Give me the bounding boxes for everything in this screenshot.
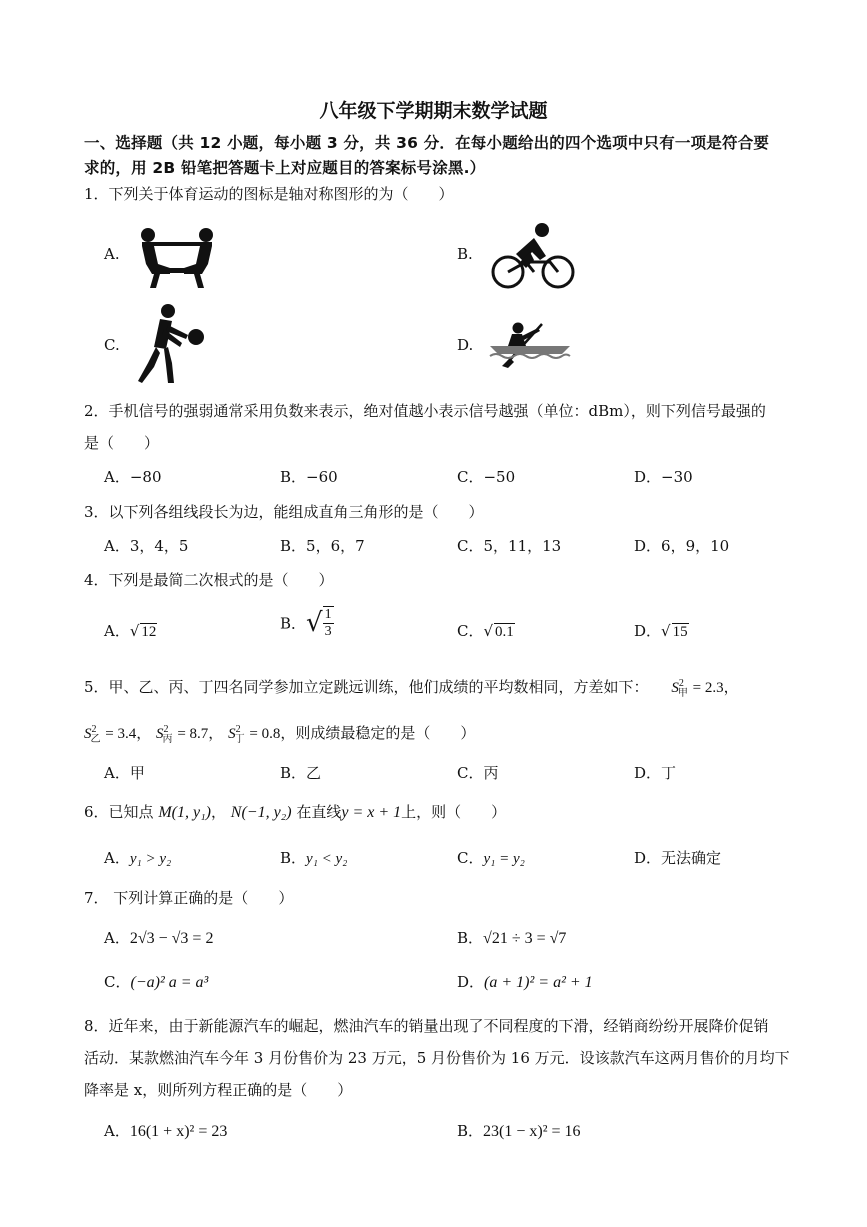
q2-option-c: C．−50 [457, 468, 516, 486]
q7-option-a: A．2√3 − √3 = 2 [104, 929, 214, 947]
q6-option-c: C．y₁ = y₂ [457, 849, 525, 867]
q4-option-b: B．√ $\frac{1}{3}$ [280, 607, 332, 639]
q3-stem: 3．以下列各组线段长为边，能组成直角三角形的是（ ） [84, 503, 484, 521]
page-title: 八年级下学期期末数学试题 [319, 100, 548, 122]
q3-option-c: C．5，11，13 [457, 537, 562, 555]
q7-stem: 7． 下列计算正确的是（ ） [84, 889, 294, 907]
q4-option-d: D．√ 15 [634, 622, 688, 640]
section-header-line1: 一、选择题（共 12 小题，每小题 3 分，共 36 分．在每小题给出的四个选项中只有一项是符合要 [84, 134, 770, 152]
q3-option-d: D．6，9，10 [634, 537, 730, 555]
q2-option-d: D．−30 [634, 468, 693, 486]
q5-option-d: D．丁 [634, 764, 677, 782]
rowing-icon [488, 322, 572, 368]
q5-stem-line2: $S^2_乙 = 3.4$， $S^2_丙 = 8.7$， $S^2_丁 = 0.8$，则成绩最稳定的是（ ） [84, 724, 476, 745]
q7-option-c: C．(−a)² a = a³ [104, 973, 209, 991]
q5-option-a: A．甲 [104, 764, 145, 782]
volleyball-player-icon [132, 303, 208, 385]
q6-stem: 6．已知点 M(1, y₁)， N(−1, y₂) 在直线y = x + 1上，则（ ） [84, 803, 507, 821]
q4-option-a: A．√ 12 [104, 622, 157, 640]
q6-option-b: B．y₁ < y₂ [280, 849, 348, 867]
cyclist-icon [490, 222, 576, 292]
q1-stem: 1．下列关于体育运动的图标是轴对称图形的为（ ） [84, 185, 454, 203]
q2-option-a: A．−80 [104, 468, 162, 486]
q7-option-b: B．√21 ÷ 3 = √7 [457, 929, 567, 947]
q1-option-c-label: C. [104, 336, 120, 354]
tug-of-war-icon [136, 224, 218, 290]
q3-option-a: A．3，4，5 [104, 537, 189, 555]
q4-stem: 4．下列是最简二次根式的是（ ） [84, 571, 334, 589]
q8-stem-line2: 活动．某款燃油汽车今年 3 月份售价为 23 万元，5 月份售价为 16 万元．设该款汽车这两月售价的月均下 [84, 1049, 790, 1067]
q5-stem-line1: 5．甲、乙、丙、丁四名同学参加立定跳远训练，他们成绩的平均数相同，方差如下： $S^2_甲 = 2.3$， [84, 678, 739, 699]
q3-option-b: B．5，6，7 [280, 537, 365, 555]
q4-option-c: C．√ 0.1 [457, 622, 514, 640]
q7-option-d: D．(a + 1)² = a² + 1 [457, 973, 593, 991]
q2-stem-line1: 2．手机信号的强弱通常采用负数来表示，绝对值越小表示信号越强（单位：dBm），则下列信号最强的 [84, 402, 766, 420]
q8-option-a: A．16(1 + x)² = 23 [104, 1122, 228, 1140]
q2-stem-line2: 是（ ） [84, 434, 160, 452]
q8-stem-line3: 降率是 x，则所列方程正确的是（ ） [84, 1081, 353, 1099]
section-header-line2: 求的，用 2B 铅笔把答题卡上对应题目的答案标号涂黑.） [84, 159, 486, 177]
q6-option-a: A．y₁ > y₂ [104, 849, 172, 867]
q8-stem-line1: 8．近年来，由于新能源汽车的崛起，燃油汽车的销量出现了不同程度的下滑，经销商纷纷开展降价促销 [84, 1017, 769, 1035]
q6-option-d: D．无法确定 [634, 849, 722, 867]
q8-option-b: B．23(1 − x)² = 16 [457, 1122, 581, 1140]
q5-option-c: C．丙 [457, 764, 499, 782]
q2-option-b: B．−60 [280, 468, 338, 486]
q1-option-d-label: D. [457, 336, 474, 354]
q1-option-b-label: B. [457, 245, 473, 263]
q5-option-b: B．乙 [280, 764, 322, 782]
q1-option-a-label: A. [104, 245, 120, 263]
